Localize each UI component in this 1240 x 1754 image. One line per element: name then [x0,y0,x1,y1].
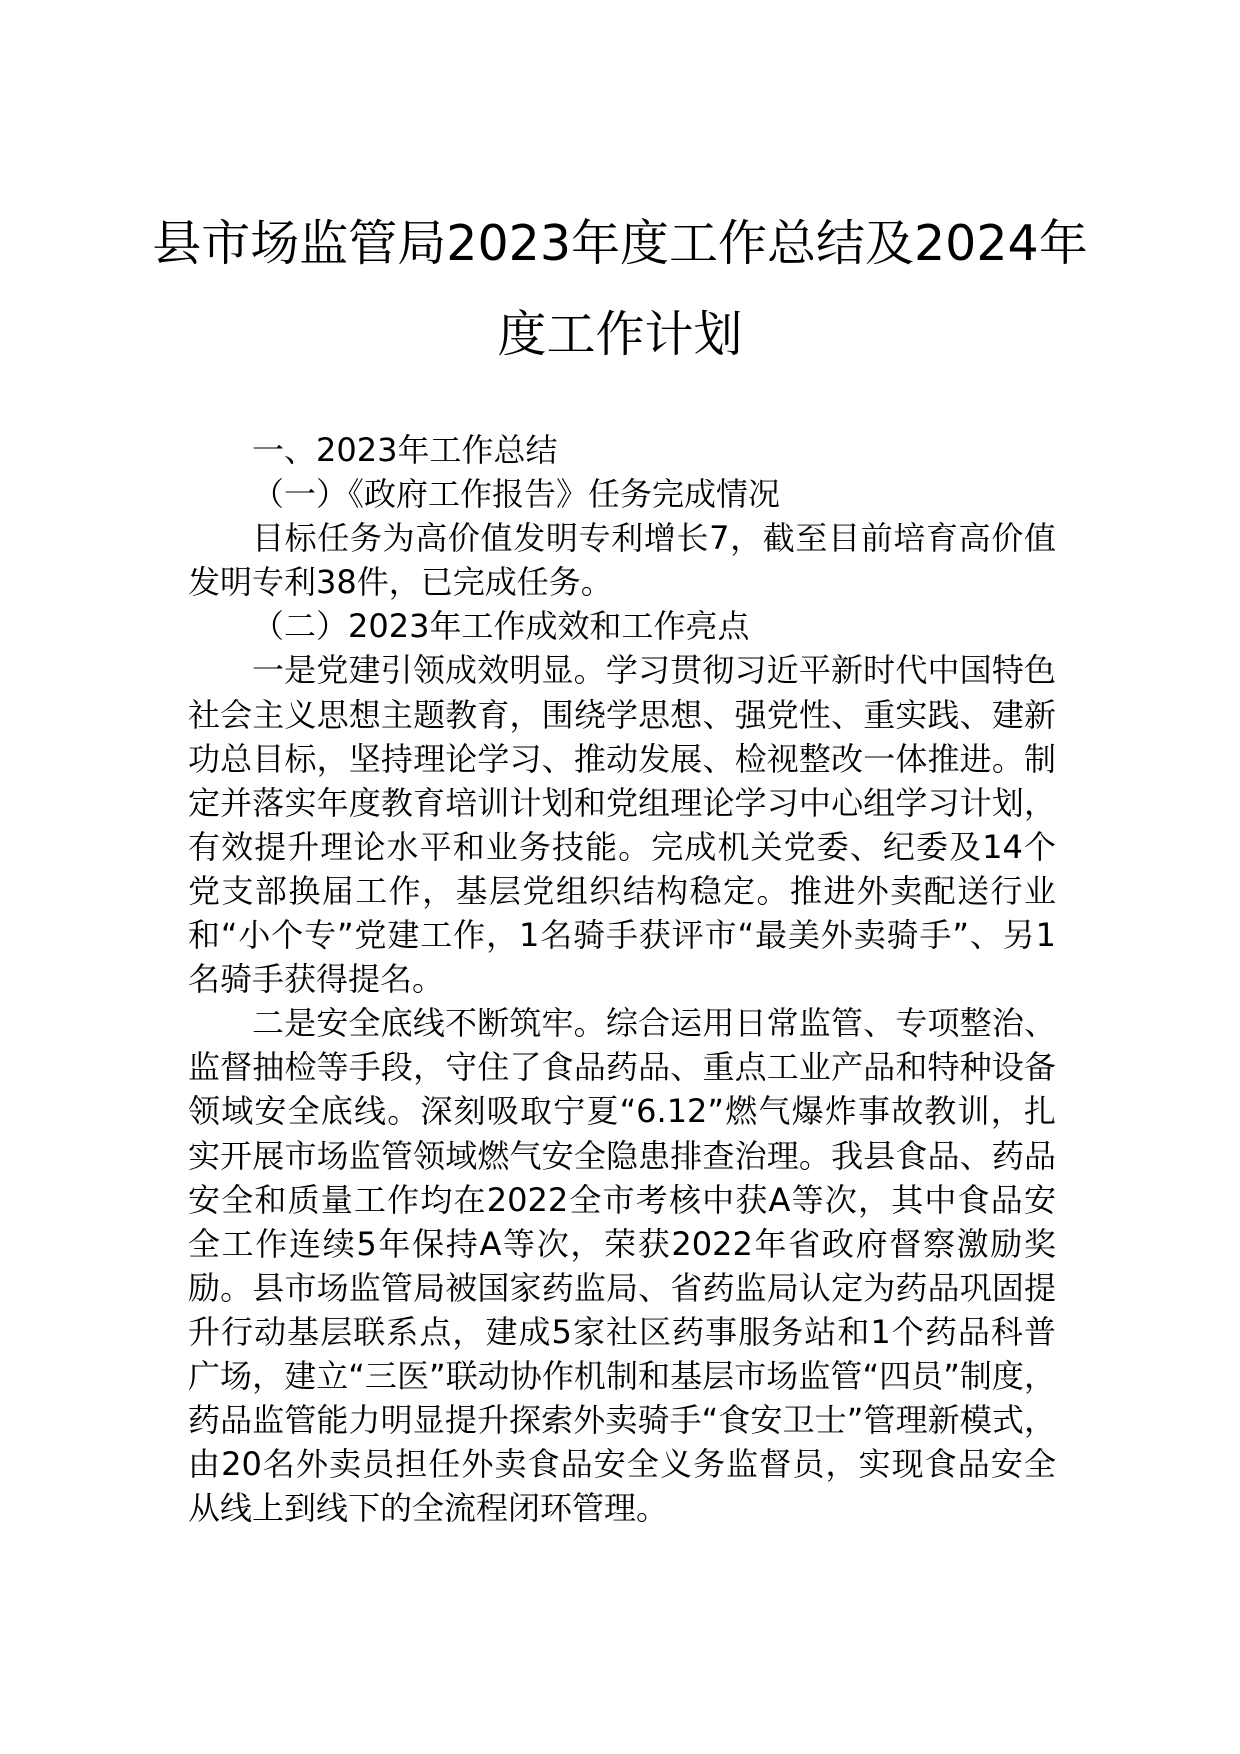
section-heading-summary: 一、2023年工作总结 [252,431,558,469]
document-body [188,428,1056,1530]
subsection-heading-report-tasks: （一）《政府工作报告》任务完成情况 [252,475,781,514]
subsection-heading-achievements: （二）2023年工作成效和工作亮点 [252,607,750,646]
document-title-line-2: 度工作计划 [497,306,743,363]
document-title-line-1: 县市场监管局2023年度工作总结及2024年 [152,215,1088,272]
paragraph-party-building: 一是党建引领成效明显。学习贯彻习近平新时代中国特色社会主义思想主题教育，围绕学思想、强党性、重实践、建新功总目标，坚持理论学习、推动发展、检视整改一体推进。制定并落实年度教育培训计划和党组理论学习中心组学习计划，有效提升理论水平和业务技能。完成机关党委、纪委及14个党支部换届工作，基层党组织结构稳定。推进外卖配送行业和“小个专”党建工作，1名骑手获评市“最美外卖骑手”、另1名骑手获得提名。 [188,651,1056,999]
paragraph-patent-target: 目标任务为高价值发明专利增长7，截至目前培育高价值发明专利38件，已完成任务。 [188,519,1056,602]
paragraph-safety-baseline: 二是安全底线不断筑牢。综合运用日常监管、专项整治、监督抽检等手段，守住了食品药品、重点工业产品和特种设备领域安全底线。深刻吸取宁夏“6.12”燃气爆炸事故教训，扎实开展市场监管领域燃气安全隐患排查治理。我县食品、药品安全和质量工作均在2022全市考核中获A等次，其中食品安全工作连续5年保持A等次，荣获2022年省政府督察激励奖励。县市场监管局被国家药监局、省药监局认定为药品巩固提升行动基层联系点，建成5家社区药事服务站和1个药品科普广场，建立“三医”联动协作机制和基层市场监管“四员”制度，药品监管能力明显提升探索外卖骑手“食安卫士”管理新模式，由20名外卖员担任外卖食品安全义务监督员，实现食品安全从线上到线下的全流程闭环管理。 [188,1004,1056,1528]
